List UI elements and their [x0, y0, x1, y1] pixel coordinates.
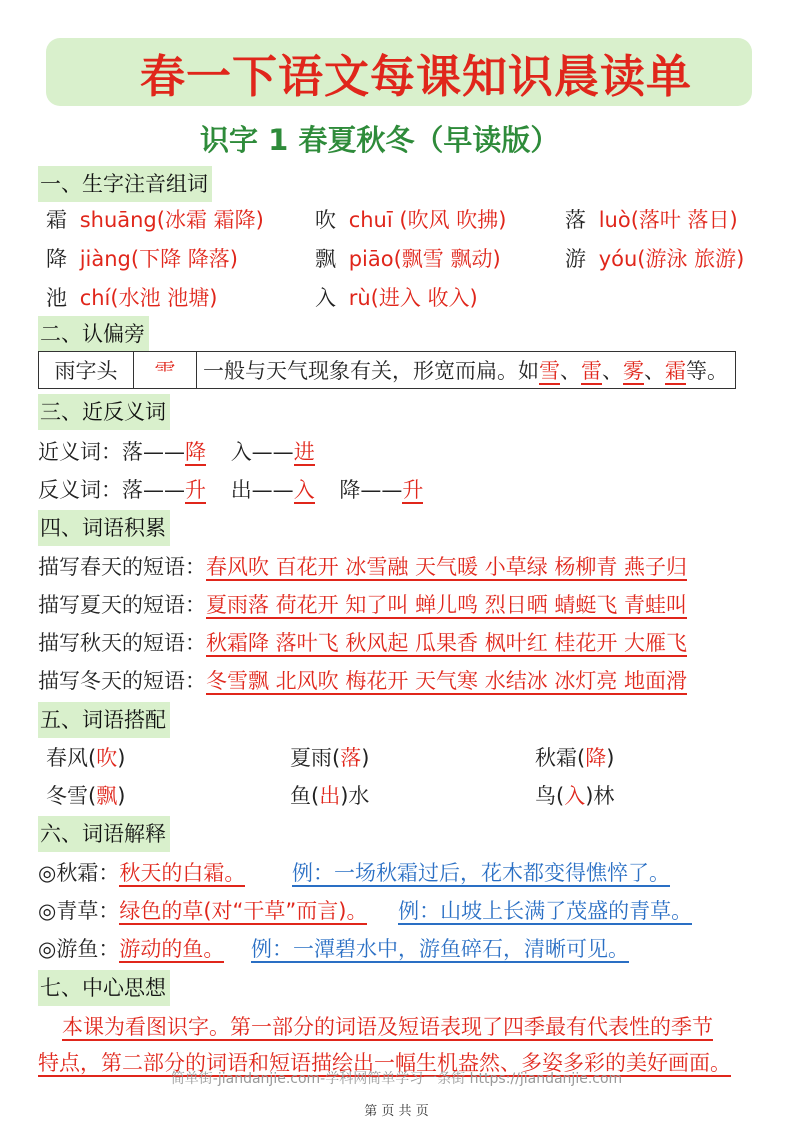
phrase-label: 描写秋天的短语：: [38, 631, 206, 655]
explanation-term: ◎青草：: [38, 899, 120, 923]
char-words: (游泳 旅游): [637, 247, 745, 271]
explanation-row: [38, 896, 692, 926]
watermark: 简单街-jiandanjie.com-学科网简单学习一条街 https://jiandanjie.com: [170, 1071, 623, 1087]
page-title: 春一下语文每课知识晨读单: [140, 50, 693, 103]
collocation-item: 夏雨(落): [290, 746, 370, 770]
pinyin: rù: [348, 286, 371, 310]
char-entry: [565, 205, 738, 235]
explanation-term: ◎游鱼：: [38, 937, 120, 961]
radical-table: [38, 351, 736, 389]
phrase-label: 描写夏天的短语：: [38, 593, 206, 617]
collocation-item: 冬雪(飘): [46, 784, 126, 808]
char: 降: [46, 247, 67, 271]
collocation-answer: 出: [319, 784, 341, 808]
explanation-meaning: 游动的鱼。: [119, 937, 225, 961]
char-entry: [46, 283, 217, 313]
pinyin: shuāng: [79, 208, 157, 232]
pinyin: jiàng: [79, 247, 131, 271]
explanation-example: 例：一潭碧水中，游鱼碎石，清晰可见。: [251, 937, 630, 961]
char-words: (冰霜 霜降): [156, 208, 264, 232]
phrase-row: [38, 552, 687, 582]
char-entry: [315, 244, 501, 274]
collocation-answer: 飘: [96, 784, 118, 808]
phrase-row: [38, 628, 687, 658]
central-idea-line: 特点，第二部分的词语和短语描绘出一幅生机盎然、多姿多彩的美好画面。: [38, 1051, 731, 1075]
collocation-answer: 降: [585, 746, 607, 770]
char-entry: [46, 244, 238, 274]
pinyin: chí: [79, 286, 111, 310]
char-words: (落叶 落日): [630, 208, 738, 232]
char: 飘: [315, 247, 336, 271]
char-words: (进入 收入): [370, 286, 478, 310]
char-entry: [46, 205, 264, 235]
explanation-term: ◎秋霜：: [38, 861, 120, 885]
explanation-row: [38, 858, 670, 888]
explanation-example: 例：山坡上长满了茂盛的青草。: [398, 899, 693, 923]
phrase-list: 夏雨落 荷花开 知了叫 蝉儿鸣 烈日晒 蜻蜓飞 青蛙叫: [206, 593, 688, 617]
char-words: (下降 降落): [130, 247, 238, 271]
char-entry: [565, 244, 744, 274]
phrase-row: [38, 666, 687, 696]
explanation-meaning: 绿色的草(对“干草”而言)。: [119, 899, 368, 923]
section-heading-explanation: 六、词语解释: [38, 816, 170, 852]
section-heading-radical: 二、认偏旁: [38, 316, 149, 352]
synonyms-row: 近义词：落——降 入——进: [38, 440, 315, 464]
collocation-item: 鱼(出)水: [290, 784, 370, 808]
synonym-answer: 降: [185, 440, 206, 464]
pinyin: luò: [598, 208, 631, 232]
antonyms-label: 反义词：: [38, 478, 122, 502]
radical-name: 雨字头: [39, 352, 134, 389]
synonym-answer: 进: [293, 440, 315, 464]
page-number: 第 页 共 页: [364, 1104, 429, 1119]
pinyin: chuī: [348, 208, 393, 232]
char-entry: [315, 205, 506, 235]
char: 霜: [46, 208, 67, 232]
collocation-item: 鸟(入)林: [535, 784, 615, 808]
phrase-row: [38, 590, 687, 620]
collocation-answer: 吹: [96, 746, 118, 770]
char: 池: [46, 286, 67, 310]
radical-example: 雾: [623, 359, 644, 383]
radical-example: 霜: [665, 359, 686, 383]
explanation-row: [38, 934, 629, 964]
char: 吹: [315, 208, 336, 232]
collocation-answer: 落: [340, 746, 362, 770]
char-words: (吹风 吹拂): [399, 208, 507, 232]
radical-example: 雷: [581, 359, 602, 383]
phrase-label: 描写冬天的短语：: [38, 669, 206, 693]
char-entry: [315, 283, 478, 313]
section-heading-characters: 一、生字注音组词: [38, 166, 212, 202]
section-heading-collocation: 五、词语搭配: [38, 702, 170, 738]
radical-description: 一般与天气现象有关，形宽而扁。如雪、雷、雾、霜等。: [197, 352, 736, 389]
antonym-answer: 升: [402, 478, 424, 502]
collocation-answer: 入: [564, 784, 586, 808]
phrase-label: 描写春天的短语：: [38, 555, 206, 579]
rain-radical-icon: ⻗: [134, 352, 197, 389]
char-words: (水池 池塘): [110, 286, 218, 310]
explanation-meaning: 秋天的白霜。: [119, 861, 246, 885]
explanation-example: 例：一场秋霜过后，花木都变得憔悴了。: [292, 861, 671, 885]
char: 落: [565, 208, 586, 232]
synonyms-label: 近义词：: [38, 440, 122, 464]
section-heading-phrases: 四、词语积累: [38, 510, 170, 546]
antonyms-row: 反义词：落——升 出——入 降——升: [38, 478, 424, 502]
pinyin: piāo: [348, 247, 394, 271]
char: 游: [565, 247, 586, 271]
char: 入: [315, 286, 336, 310]
section-heading-syn-ant: 三、近反义词: [38, 394, 170, 430]
char-words: (飘雪 飘动): [393, 247, 501, 271]
phrase-list: 秋霜降 落叶飞 秋风起 瓜果香 枫叶红 桂花开 大雁飞: [206, 631, 688, 655]
collocation-item: 春风(吹): [46, 746, 126, 770]
pinyin: yóu: [598, 247, 638, 271]
antonym-answer: 入: [293, 478, 315, 502]
central-idea-line: 本课为看图识字。第一部分的词语及短语表现了四季最有代表性的季节: [62, 1015, 713, 1039]
section-heading-central-idea: 七、中心思想: [38, 970, 170, 1006]
lesson-subtitle: 识字 1 春夏秋冬（早读版）: [200, 123, 560, 157]
radical-example: 雪: [539, 359, 560, 383]
phrase-list: 春风吹 百花开 冰雪融 天气暖 小草绿 杨柳青 燕子归: [206, 555, 688, 579]
collocation-item: 秋霜(降): [535, 746, 615, 770]
phrase-list: 冬雪飘 北风吹 梅花开 天气寒 水结冰 冰灯亮 地面滑: [206, 669, 688, 693]
antonym-answer: 升: [185, 478, 206, 502]
